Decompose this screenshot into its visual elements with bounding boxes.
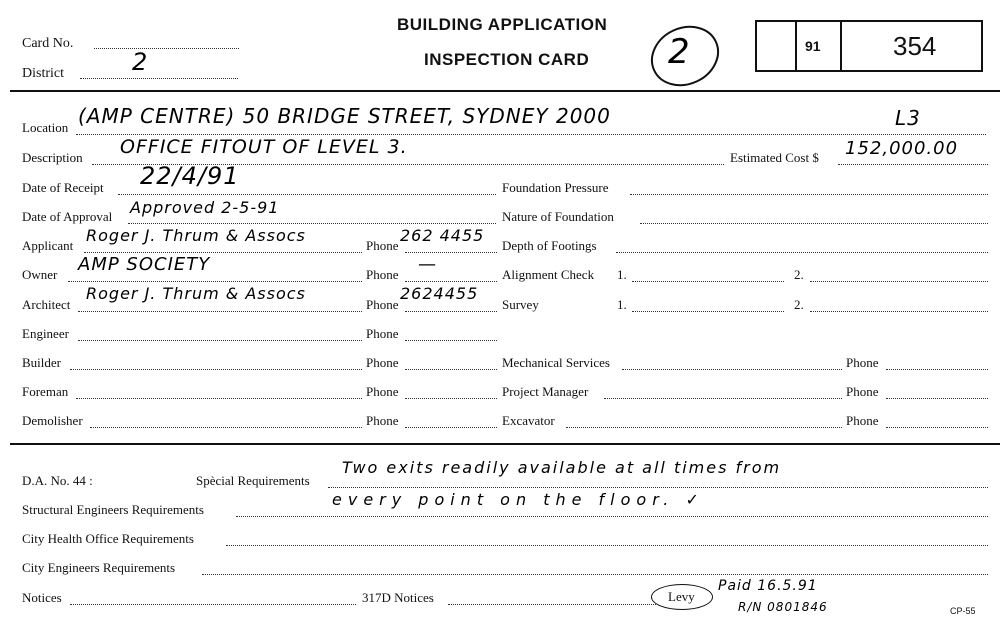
survey-one-label: 1. [617,297,627,312]
alignment-one-line [632,281,784,282]
foundation-pressure-label: Foundation Pressure [502,180,609,195]
survey-one-line [632,311,784,312]
owner-label: Owner [22,267,58,282]
special-requirements-line-1: Two exits readily available at all times from [342,458,782,477]
title-line-2: INSPECTION CARD [424,50,590,69]
header-rule [10,90,1000,92]
city-engineers-label: City Engineers Requirements [22,560,176,575]
mechanical-phone-label: Phone [846,355,879,370]
notices-label: Notices [22,590,62,605]
notices-317d-label: 317D Notices [362,590,434,605]
demolisher-phone-line [405,427,497,428]
alignment-check-label: Alignment Check [502,267,595,282]
depth-footings-label: Depth of Footings [502,238,597,253]
nature-foundation-line [640,223,988,224]
architect-phone: 2624455 [400,284,479,303]
notices-line [70,604,356,605]
card-number-box [755,20,983,72]
description-value: OFFICE FITOUT OF LEVEL 3. [120,136,408,158]
approval-value: Approved 2-5-91 [130,198,280,217]
demolisher-line [90,427,362,428]
project-manager-phone-label: Phone [846,384,879,399]
special-requirements-line [328,487,988,488]
receipt-label: Date of Receipt [22,180,104,195]
applicant-line [84,252,362,253]
box-divider-2 [840,20,842,72]
survey-two-label: 2. [794,297,804,312]
foundation-pressure-line [630,194,988,195]
approval-line [128,223,496,224]
alignment-two-line [810,281,988,282]
box-divider-1 [795,20,797,72]
structural-line [236,516,988,517]
notices-317d-line [448,604,658,605]
demolisher-phone-label: Phone [366,413,399,428]
excavator-phone-label: Phone [846,413,879,428]
project-manager-line [604,398,842,399]
mechanical-phone-line [886,369,988,370]
receipt-value: 22/4/91 [140,162,240,190]
architect-phone-label: Phone [366,297,399,312]
special-requirements-label: Spècial Requirements [196,473,310,488]
structural-label: Structural Engineers Requirements [22,502,204,517]
estimated-cost-value: 152,000.00 [845,138,959,159]
survey-label: Survey [502,297,539,312]
district-line [80,78,238,79]
estimated-cost-line [838,164,988,165]
owner-phone-label: Phone [366,267,399,282]
location-line [76,134,986,135]
excavator-label: Excavator [502,413,555,428]
alignment-one-label: 1. [617,267,627,282]
receipt-number: R/N 0801846 [738,600,828,614]
project-manager-phone-line [886,398,988,399]
architect-line [78,311,362,312]
district-value: 2 [132,48,149,76]
circled-mark: 2 [668,32,691,72]
project-manager-label: Project Manager [502,384,589,399]
card-no-label: Card No. [22,36,74,51]
location-level: L3 [895,106,921,130]
builder-label: Builder [22,355,61,370]
city-engineers-line [202,574,988,575]
mechanical-line [622,369,842,370]
owner-value: AMP SOCIETY [78,254,211,275]
foreman-label: Foreman [22,384,69,399]
owner-phone: — [418,254,437,275]
applicant-phone-label: Phone [366,238,399,253]
year-value: 91 [805,38,821,54]
applicant-phone: 262 4455 [400,226,485,245]
applicant-phone-line [405,252,497,253]
depth-footings-line [616,252,988,253]
foreman-line [76,398,362,399]
da-number-label: D.A. No. 44 : [22,473,93,488]
card-number: 354 [893,31,937,61]
receipt-line [118,194,496,195]
foreman-phone-label: Phone [366,384,399,399]
builder-phone-line [405,369,497,370]
engineer-line [78,340,362,341]
district-label: District [22,66,64,81]
description-label: Description [22,150,83,165]
builder-line [70,369,362,370]
owner-phone-line [405,281,497,282]
levy-paid: Paid 16.5.91 [718,578,818,594]
engineer-phone-line [405,340,497,341]
location-label: Location [22,120,69,135]
builder-phone-label: Phone [366,355,399,370]
alignment-two-label: 2. [794,267,804,282]
form-code: CP-55 [950,606,976,616]
engineer-phone-label: Phone [366,326,399,341]
architect-value: Roger J. Thrum & Assocs [86,284,306,303]
location-value: (AMP CENTRE) 50 BRIDGE STREET, SYDNEY 2000 [78,104,611,128]
excavator-line [566,427,842,428]
architect-label: Architect [22,297,71,312]
details-rule [10,443,1000,445]
health-label: City Health Office Requirements [22,531,194,546]
owner-line [68,281,362,282]
approval-label: Date of Approval [22,209,113,224]
title-line-1: BUILDING APPLICATION [397,15,608,34]
excavator-phone-line [886,427,988,428]
special-requirements-line-2: every point on the floor. ✓ [332,490,705,509]
estimated-cost-label: Estimated Cost $ [730,150,819,165]
survey-two-line [810,311,988,312]
mechanical-label: Mechanical Services [502,355,610,370]
engineer-label: Engineer [22,326,69,341]
architect-phone-line [405,311,497,312]
foreman-phone-line [405,398,497,399]
card-no-line [94,48,239,49]
health-line [226,545,988,546]
applicant-label: Applicant [22,238,74,253]
nature-foundation-label: Nature of Foundation [502,209,614,224]
levy-label: Levy [668,589,695,604]
applicant-value: Roger J. Thrum & Assocs [86,226,306,245]
demolisher-label: Demolisher [22,413,83,428]
